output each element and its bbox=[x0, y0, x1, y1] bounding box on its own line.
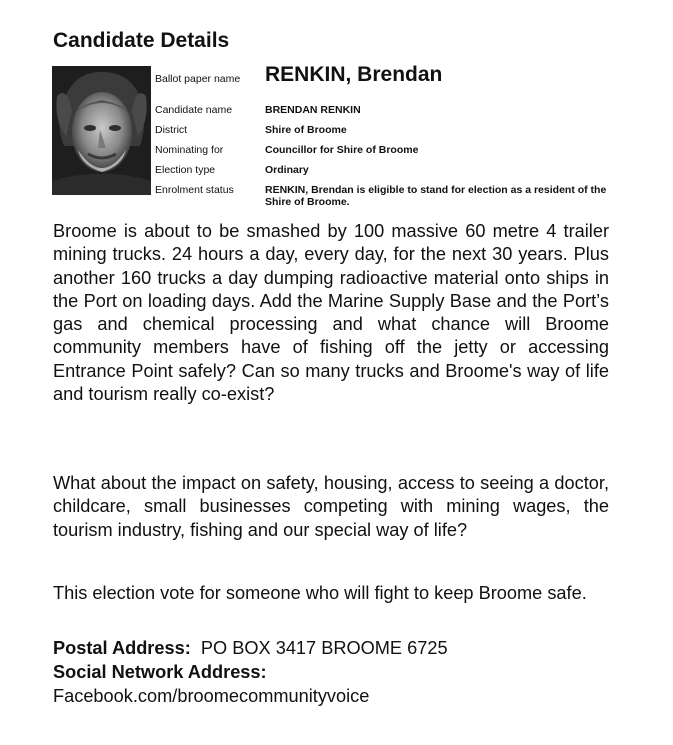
page-title: Candidate Details bbox=[53, 29, 230, 52]
election-type-value: Ordinary bbox=[265, 164, 309, 176]
social-network-value: Facebook.com/broomecommunityvoice bbox=[53, 686, 370, 706]
nominating-label: Nominating for bbox=[155, 144, 224, 156]
candidate-name-label: Candidate name bbox=[155, 104, 233, 116]
ballot-name-label: Ballot paper name bbox=[155, 73, 241, 85]
district-value: Shire of Broome bbox=[265, 124, 347, 136]
social-network-label: Social Network Address: bbox=[53, 662, 267, 682]
nominating-value: Councillor for Shire of Broome bbox=[265, 144, 419, 156]
statement-paragraph-2: What about the impact on safety, housing, access to seeing a doctor, childcare, small businesses competing with mining wages, the tourism industry, fishing and our special way of life? bbox=[53, 473, 609, 540]
election-type-label: Election type bbox=[155, 164, 216, 176]
postal-address-value: PO BOX 3417 BROOME 6725 bbox=[200, 638, 448, 658]
enrolment-value: RENKIN, Brendan is eligible to stand for election as a resident of the Shire of Broome. bbox=[265, 184, 607, 208]
candidate-photo bbox=[52, 66, 151, 195]
ballot-name-value: RENKIN, Brendan bbox=[265, 63, 443, 86]
enrolment-label: Enrolment status bbox=[155, 184, 234, 196]
statement-paragraph-1: Broome is about to be smashed by 100 massive 60 metre 4 trailer mining trucks. 24 hours a day, every day, for the next 30 years. Plus another 160 trucks a day dumping radioactive material onto ships in the Port on loading days. Add the Marine Supply Base and the Port’s gas and chemical processing and what chance will Broome community members have of fishing off the jetty or accessing Entrance Point safely? Can so many trucks and Broome's way of life and tourism really co-exist? bbox=[53, 221, 609, 405]
district-label: District bbox=[155, 124, 188, 136]
statement-paragraph-3: This election vote for someone who will fight to keep Broome safe. bbox=[53, 583, 587, 603]
candidate-name-value: BRENDAN RENKIN bbox=[265, 104, 361, 116]
postal-address-label: Postal Address: bbox=[53, 638, 191, 658]
postal-address bbox=[53, 638, 448, 659]
